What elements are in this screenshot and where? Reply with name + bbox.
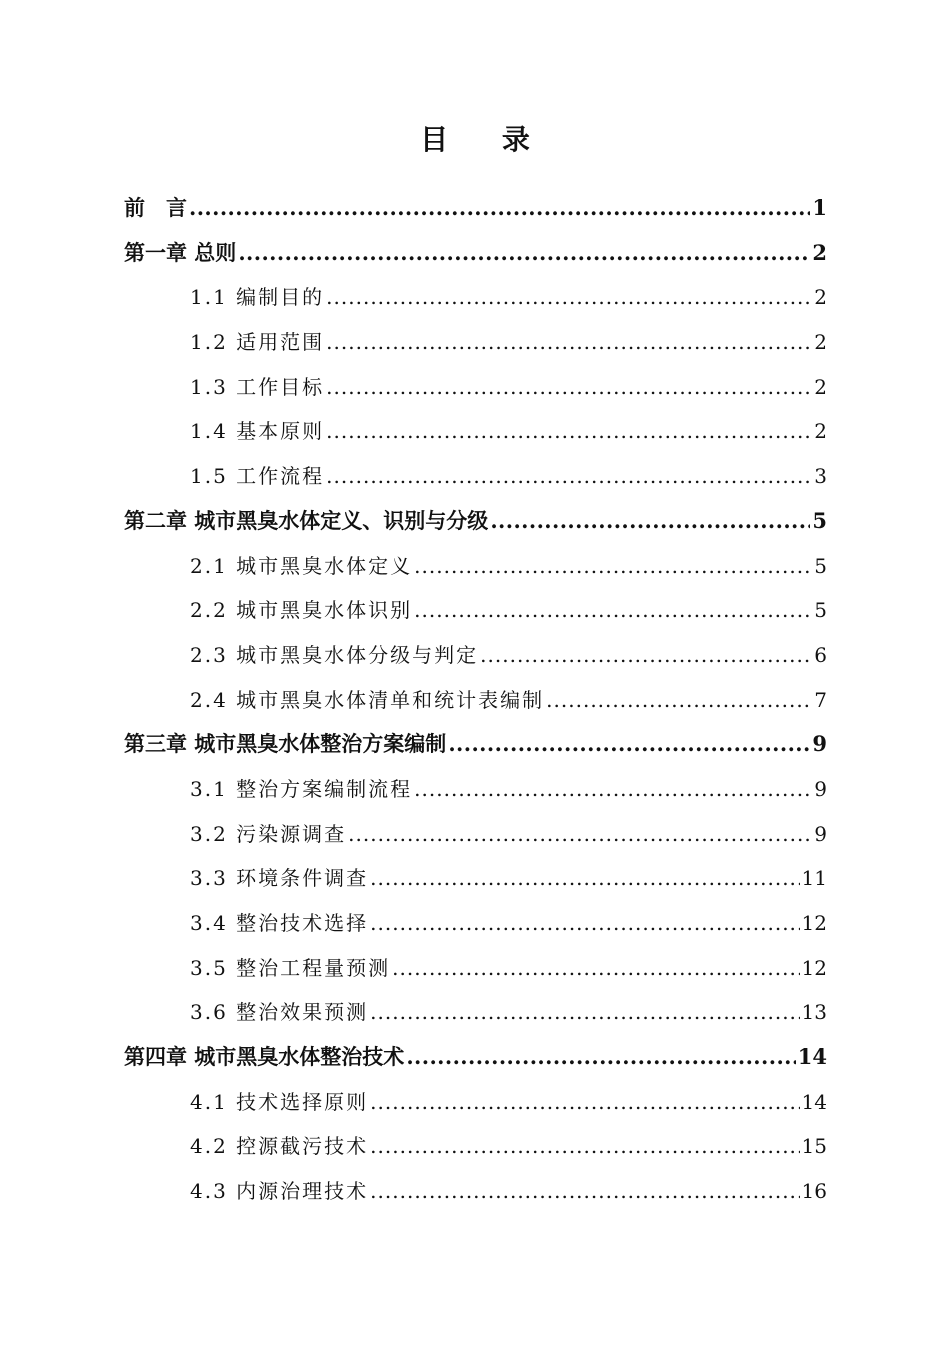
toc-entry-label: 3.5 整治工程量预测 [190,955,391,980]
toc-entry-label: 1.3 工作目标 [190,374,325,399]
toc-page-number: 2 [812,239,827,265]
toc-entry-label: 前 言 [124,195,187,220]
toc-entry-label: 2.2 城市黑臭水体识别 [190,598,413,623]
toc-entry-label: 1.5 工作流程 [190,464,325,489]
toc-section-entry[interactable] [124,544,827,589]
toc-section-entry[interactable] [124,365,827,410]
toc-dot-leader [370,990,799,1035]
toc-entry-label: 第三章 城市黑臭水体整治方案编制 [124,731,447,757]
toc-entry-label: 第一章 总则 [124,239,237,265]
toc-page-number: 14 [801,1089,827,1114]
toc-chapter-entry[interactable] [124,1035,827,1080]
toc-section-entry[interactable] [124,454,827,499]
toc-entry-label: 2.1 城市黑臭水体定义 [190,553,413,578]
toc-dot-leader [414,767,812,812]
toc-dot-leader [326,320,812,365]
toc-entry-label: 第二章 城市黑臭水体定义、识别与分级 [124,507,489,533]
toc-section-entry[interactable] [124,1080,827,1125]
toc-section-entry[interactable] [124,812,827,857]
toc-dot-leader [414,544,812,589]
page-title: 目 录 [420,123,552,156]
toc-dot-leader [326,409,812,454]
toc-page-number: 2 [814,285,827,310]
toc-entry-label: 3.3 环境条件调查 [190,866,369,891]
toc-dot-leader [326,454,812,499]
toc-section-entry[interactable] [124,320,827,365]
toc-chapter-entry[interactable] [124,722,827,767]
toc-page-number: 1 [812,195,827,220]
toc-dot-leader [238,231,810,276]
toc-entry-label: 3.1 整治方案编制流程 [190,776,413,801]
toc-entry-label: 3.2 污染源调查 [190,821,347,846]
toc-chapter-entry[interactable] [124,231,827,276]
toc-section-entry[interactable] [124,767,827,812]
toc-dot-leader [414,588,812,633]
toc-page-number: 16 [801,1179,827,1204]
toc-section-entry[interactable] [124,901,827,946]
toc-dot-leader [189,186,810,231]
toc-page-number: 3 [814,464,827,489]
toc-dot-leader [546,678,812,723]
toc-page-number: 7 [814,687,827,712]
toc-entry-label: 第四章 城市黑臭水体整治技术 [124,1044,405,1070]
toc-entry-label: 3.6 整治效果预测 [190,1000,369,1025]
toc-dot-leader [370,901,799,946]
toc-section-entry[interactable] [124,588,827,633]
toc-page-number: 2 [814,374,827,399]
toc-dot-leader [370,1169,799,1214]
toc-section-entry[interactable] [124,1124,827,1169]
toc-dot-leader [490,499,810,544]
toc-dot-leader [480,633,812,678]
toc-dot-leader [370,1124,799,1169]
toc-section-entry[interactable] [124,678,827,723]
toc-entry-label: 1.4 基本原则 [190,419,325,444]
toc-entry-label: 1.2 适用范围 [190,330,325,355]
toc-page-number: 12 [801,911,827,935]
toc-section-entry[interactable] [124,856,827,901]
toc-section-entry[interactable] [124,946,827,991]
toc-page-number: 5 [814,553,827,578]
toc-page-number: 14 [797,1044,827,1070]
toc-dot-leader [406,1035,795,1080]
toc-page-number: 11 [801,866,827,891]
toc-entry-label: 1.1 编制目的 [190,285,325,310]
toc-page-number: 5 [814,598,827,623]
toc-page-number: 2 [814,419,827,444]
toc-section-entry[interactable] [124,990,827,1035]
toc-page-number: 5 [812,507,827,533]
toc-entry-label: 4.3 内源治理技术 [190,1179,369,1204]
toc-entry-label: 3.4 整治技术选择 [190,911,369,935]
toc-page-number: 12 [801,955,827,980]
toc-section-entry[interactable] [124,1169,827,1214]
toc-section-entry[interactable] [124,409,827,454]
toc-page-number: 9 [812,731,827,757]
toc-page-number: 2 [814,330,827,355]
toc-section-entry[interactable] [124,633,827,678]
toc-page-number: 13 [801,1000,827,1025]
toc-dot-leader [370,1080,799,1125]
table-of-contents [124,186,827,1214]
toc-dot-leader [348,812,812,857]
toc-dot-leader [392,946,799,991]
toc-page-number: 6 [814,642,827,667]
toc-page-number: 9 [814,821,827,846]
toc-dot-leader [448,722,810,767]
toc-dot-leader [326,365,812,410]
toc-entry-label: 2.4 城市黑臭水体清单和统计表编制 [190,687,545,712]
toc-section-entry[interactable] [124,275,827,320]
toc-page-number: 9 [814,776,827,801]
toc-page-number: 15 [801,1134,827,1159]
toc-entry-label: 2.3 城市黑臭水体分级与判定 [190,642,479,667]
toc-chapter-entry[interactable] [124,186,827,231]
toc-entry-label: 4.2 控源截污技术 [190,1134,369,1159]
toc-dot-leader [326,275,812,320]
toc-dot-leader [370,856,799,901]
toc-chapter-entry[interactable] [124,499,827,544]
toc-entry-label: 4.1 技术选择原则 [190,1089,369,1114]
